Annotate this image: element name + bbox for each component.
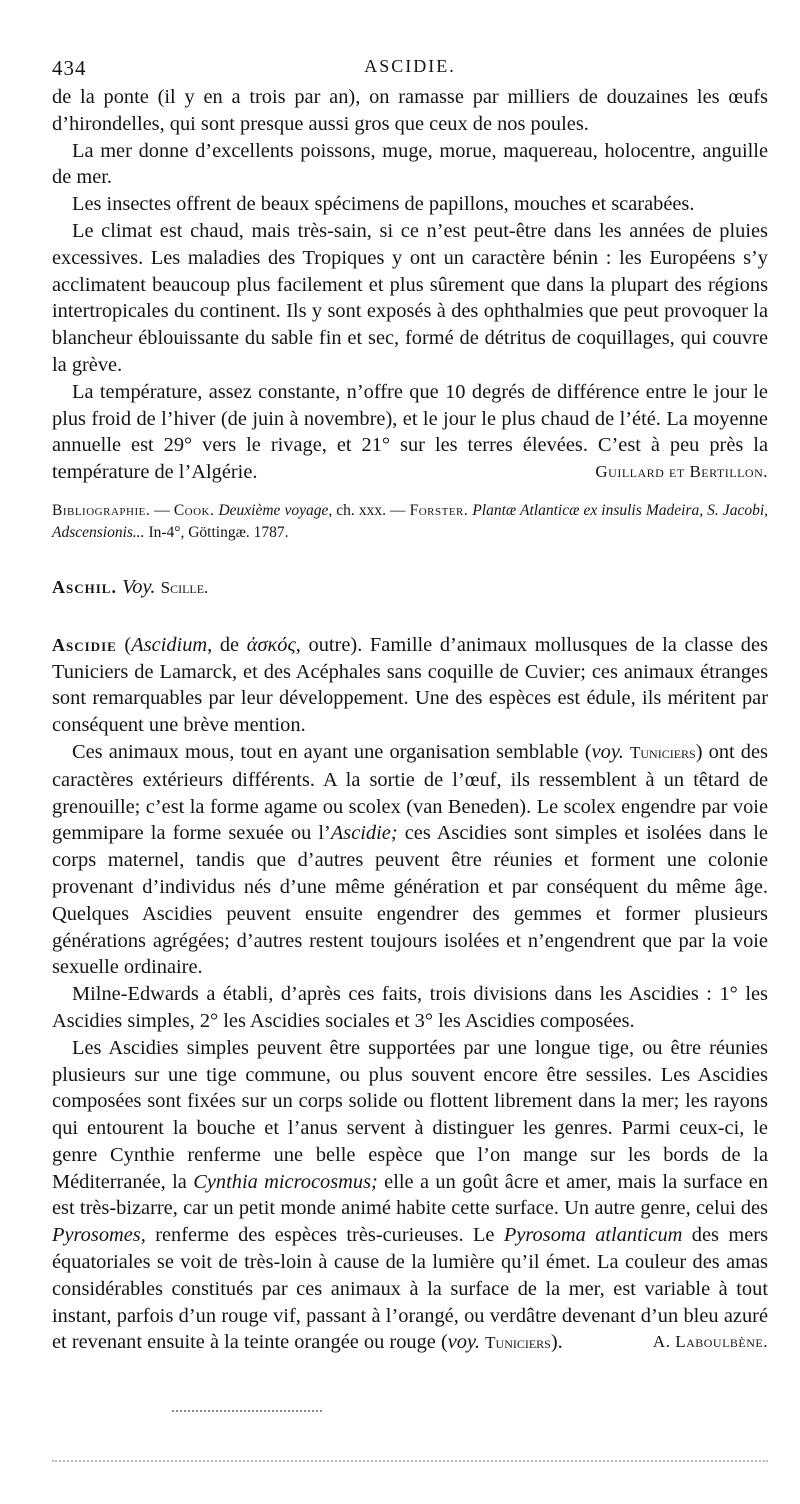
species-pyrosoma: Pyrosoma atlanticum	[503, 1224, 683, 1247]
paragraph-insects: Les insectes offrent de beaux spécimens de papillons, mouches et scarabées.	[72, 193, 695, 216]
bibliography-detail-forster: In-4°, Göttingæ. 1787.	[144, 523, 289, 541]
bibliography-work-forster: Plantæ Atlanticæ ex insulis Madeira, S. Jacobi, Adscensionis...	[52, 501, 769, 541]
ink-speck-line	[52, 1460, 768, 1464]
dev-text-c: ces Ascidies sont simples et isolées dans le corps maternel, tandis que d’autres peuvent être réunies et forment une colonie provenant d’individus nés d’une même génération et par conséquent du même âge. Quelques Ascidies peuvent ensuite engendrer des gemmes et former plusieurs générations agrégées; d’autres restent toujours isolées et n’engendrent que par la voie sexuelle ordinaire.	[52, 822, 768, 979]
ascidie-paragraph-development	[52, 739, 768, 981]
species-text-a: Les Ascidies simples peuvent être supportées par une longue tige, ou être réunies plusieurs sur une tige commune, ou plus souvent encore être sessiles. Les Ascidies composées sont fixées sur un corps solide ou flottent librement dans la mer; les rayons qui entourent la bouche et l’anus servent à distinguer les genres. Parmi ceux-ci, le genre Cynthie renferme une belle espèce que l’on mange sur les bords de la Méditerranée, la	[52, 1036, 768, 1193]
bibliography-label: Bibliographie.	[52, 501, 151, 519]
paragraph-fish: La mer donne d’excellents poissons, muge, morue, maquereau, holocentre, anguille de mer.	[52, 139, 768, 189]
headword-aschil: Aschil.	[52, 576, 117, 597]
entry-aschil	[52, 574, 768, 602]
dev-ascidie-term: Ascidie;	[330, 822, 398, 845]
dev-text-b: ) ont des caractères extérieurs différents. A la sortie de l’œuf, ils ressemblent à un têtard de grenouille; c’est la forme agame ou scolex (van Beneden). Le scolex engendre par voie gemmipare la forme sexuée ou l’	[52, 740, 768, 845]
page-bottom-specks	[52, 1404, 768, 1464]
greek-word: ἀσκός	[246, 633, 296, 656]
ascidie-paragraph-divisions: Milne-Edwards a établi, d’après ces faits, trois divisions dans les Ascidies : 1° les Ascidies simples, 2° les Ascidies sociales et 3° les Ascidies composées.	[52, 983, 768, 1032]
dev-voy: voy.	[591, 740, 624, 763]
page-number: 434	[52, 56, 87, 80]
species-text-c: renferme des espèces très-curieuses. Le	[145, 1224, 504, 1247]
dev-crossref-tuniciers: Tuniciers	[629, 742, 696, 762]
author-signature-2: A. Laboulbène.	[652, 1332, 768, 1352]
paragraph-climate: Le climat est chaud, mais très-sain, si ce n’est peut-être dans les années de pluies excessives. Les maladies des Tropiques y ont un caractère bénin : les Européens s’y acclimatent beaucoup plus facilement et plus sûrement que dans la plupart des régions intertropicales du continent. Ils y sont exposés à des ophthalmies que peut provoquer la blancheur éblouissante du sable fin et sec, formé de détritus de coquillages, qui couvre la grève.	[52, 219, 768, 376]
entry-ascidie-intro	[52, 632, 768, 739]
bibliography	[52, 500, 768, 544]
species-crossref-tuniciers: Tuniciers	[485, 1333, 551, 1353]
page-header	[52, 56, 768, 80]
ascidie-definition: , outre). Famille d’animaux mollusques de la classe des Tuniciers de Lamarck, et des Acéphales sans coquille de Cuvier; ces animaux étranges sont remarquables par leur développement. Une des espèces est édule, ils méritent par conséquent une brève mention.	[52, 633, 768, 737]
species-cynthia: Cynthia microcosmus;	[193, 1170, 378, 1193]
etymology-open: (	[116, 633, 132, 656]
aschil-crossref: Scille.	[160, 577, 209, 597]
ink-speck-line	[172, 1410, 322, 1414]
aschil-voy: Voy.	[122, 575, 156, 598]
headword-ascidie: Ascidie	[52, 634, 117, 655]
species-text-e: ).	[550, 1331, 563, 1354]
bibliography-author-cook: Cook.	[173, 501, 215, 519]
author-signature-1: Guillard et Bertillon.	[595, 462, 768, 482]
species-text-d: des mers équatoriales se voit de très-loin à cause de la lumière qu’il émet. La couleur des amas considérables constitués par ces animaux à la surface de la mer, est variable à tout instant, parfois d’un rouge vif, passant à l’orangé, ou verdâtre devenant d’un bleu azuré et revenant ensuite à la teinte orangée ou rouge (	[52, 1224, 769, 1354]
species-pyrosomes: Pyrosomes,	[52, 1224, 146, 1247]
running-head: ASCIDIE.	[364, 56, 456, 76]
paragraph-temperature	[52, 379, 768, 486]
species-voy: voy.	[447, 1331, 481, 1354]
species-text-b: elle a un goût âcre et amer, mais la surface en est très-bizarre, car un petit monde animé habite cette surface. Un autre genre, celui des	[52, 1170, 768, 1220]
bibliography-work-cook: Deuxième voyage,	[218, 501, 333, 519]
bibliography-author-forster: Forster.	[409, 501, 469, 519]
dev-text-a: Ces animaux mous, tout en ayant une organisation semblable (	[72, 740, 592, 763]
paragraph-continuation: de la ponte (il y en a trois par an), on ramasse par milliers de douzaines les œufs d’hirondelles, qui sont presque aussi gros que ceux de nos poules.	[52, 86, 768, 135]
bibliography-dash: —	[150, 501, 174, 519]
ascidie-paragraph-species	[52, 1035, 768, 1358]
body-text	[52, 84, 768, 1357]
etymology-mid: , de	[207, 633, 247, 656]
latin-name: Ascidium	[131, 633, 208, 656]
temperature-text: La température, assez constante, n’offre que 10 degrés de différence entre le jour le plus froid de l’hiver (de juin à novembre), et le jour le plus chaud de l’été. La moyenne annuelle est 29° vers le rivage, et 21° sur les terres élevées. C’est à peu près la température de l’Algérie.	[52, 380, 768, 484]
bibliography-detail-cook: ch. xxx. —	[332, 501, 410, 519]
